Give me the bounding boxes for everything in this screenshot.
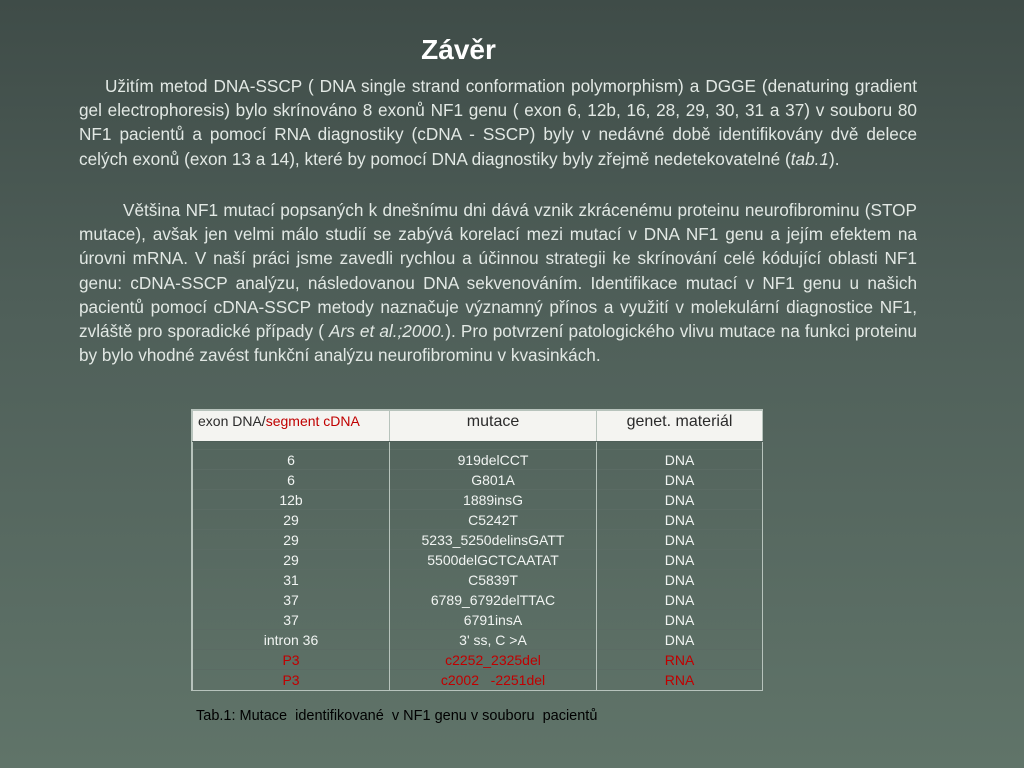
cell-material: DNA [597, 510, 763, 530]
paragraph-methods [79, 74, 917, 171]
cell-exon: 29 [193, 510, 390, 530]
paragraph-methods-text: Užitím metod DNA-SSCP ( DNA single strand conformation polymorphism) a DGGE (denaturing gradient gel electrophoresis) bylo skrínováno 8 exonů NF1 genu ( exon 6, 12b, 16, 28, 29, 30, 31 a 37) v souboru 80 NF1 pacientů a pomocí RNA diagnostiky (cDNA - SSCP) byly v nedávné době identifikovány dvě delece celých exonů (exon 13 a 14), které by pomocí DNA diagnostiky byly zřejmě nedetekovatelné ( [79, 76, 917, 169]
table-row [193, 450, 763, 470]
cell-mutation: 1889insG [390, 490, 597, 510]
table-row [193, 610, 763, 630]
header-material: genet. materiál [597, 411, 763, 442]
cell-exon: 31 [193, 570, 390, 590]
cell-material: DNA [597, 570, 763, 590]
table-header-row [193, 411, 763, 442]
cell-material: DNA [597, 530, 763, 550]
table-row [193, 530, 763, 550]
cell-exon: 6 [193, 470, 390, 490]
cell-material: DNA [597, 550, 763, 570]
header-exon-segment: segment cDNA [265, 413, 360, 429]
header-mutation: mutace [390, 411, 597, 442]
table-row [193, 570, 763, 590]
cell-mutation: 6789_6792delTTAC [390, 590, 597, 610]
header-exon-dna: exon DNA/ [198, 413, 266, 429]
cell-material: DNA [597, 450, 763, 470]
paragraph-methods-end: ). [828, 148, 840, 169]
cell-exon: 29 [193, 530, 390, 550]
cell-mutation: C5839T [390, 570, 597, 590]
cell-mutation: 5233_5250delinsGATT [390, 530, 597, 550]
cell-mutation: 5500delGCTCAATAT [390, 550, 597, 570]
table-row [193, 470, 763, 490]
table-row [193, 490, 763, 510]
table-row [193, 630, 763, 650]
cell-material: DNA [597, 610, 763, 630]
cell-material: RNA [597, 670, 763, 690]
cell-exon: P3 [193, 670, 390, 690]
slide-title: Závěr [421, 34, 496, 65]
cell-exon: intron 36 [193, 630, 390, 650]
header-exon [193, 411, 390, 442]
table-row [193, 590, 763, 610]
cell-mutation: G801A [390, 470, 597, 490]
cell-mutation: 3' ss, C >A [390, 630, 597, 650]
cell-exon: P3 [193, 650, 390, 670]
table-row [193, 650, 763, 670]
cell-material: RNA [597, 650, 763, 670]
cell-material: DNA [597, 490, 763, 510]
cell-mutation: c2252_2325del [390, 650, 597, 670]
cell-material: DNA [597, 630, 763, 650]
cell-mutation: c2002 -2251del [390, 670, 597, 690]
cell-exon: 12b [193, 490, 390, 510]
table-spacer-row [193, 442, 763, 450]
table-row [193, 670, 763, 690]
cell-exon: 37 [193, 610, 390, 630]
cell-material: DNA [597, 470, 763, 490]
cell-exon: 37 [193, 590, 390, 610]
paragraph-strategy-end: ). Pro potvrzení patologického vlivu mutace na funkci proteinu by bylo vhodné zavést funkční analýzu neurofibrominu v kvasinkách. [79, 321, 917, 366]
table-caption: Tab.1: Mutace identifikované v NF1 genu v souboru pacientů [196, 708, 598, 724]
cell-exon: 6 [193, 450, 390, 470]
cell-mutation: 919delCCT [390, 450, 597, 470]
cell-mutation: C5242T [390, 510, 597, 530]
paragraph-strategy-text: Většina NF1 mutací popsaných k dnešnímu dni dává vznik zkrácenému proteinu neurofibrominu (STOP mutace), avšak jen velmi málo studií se zabývá korelací mezi mutací v DNA NF1 genu a jejím efektem na úrovni mRNA. V naší práci jsme zavedli rychlou a účinnou strategii ke skrínování celé kódující oblasti NF1 genu: cDNA-SSCP analýzu, následovanou DNA sekvenováním. Identifikace mutací v NF1 genu u našich pacientů pomocí cDNA-SSCP metody naznačuje významný přínos a využití v molekulární diagnostice NF1, zvláště pro sporadické případy ( [79, 200, 917, 342]
cell-exon: 29 [193, 550, 390, 570]
table-reference: tab.1 [790, 148, 829, 169]
cell-material: DNA [597, 590, 763, 610]
citation: Ars et al.;2000. [329, 321, 446, 342]
table-row [193, 510, 763, 530]
table-body [193, 442, 763, 690]
table-row [193, 550, 763, 570]
mutation-table [191, 409, 763, 691]
cell-mutation: 6791insA [390, 610, 597, 630]
paragraph-strategy [79, 198, 917, 367]
